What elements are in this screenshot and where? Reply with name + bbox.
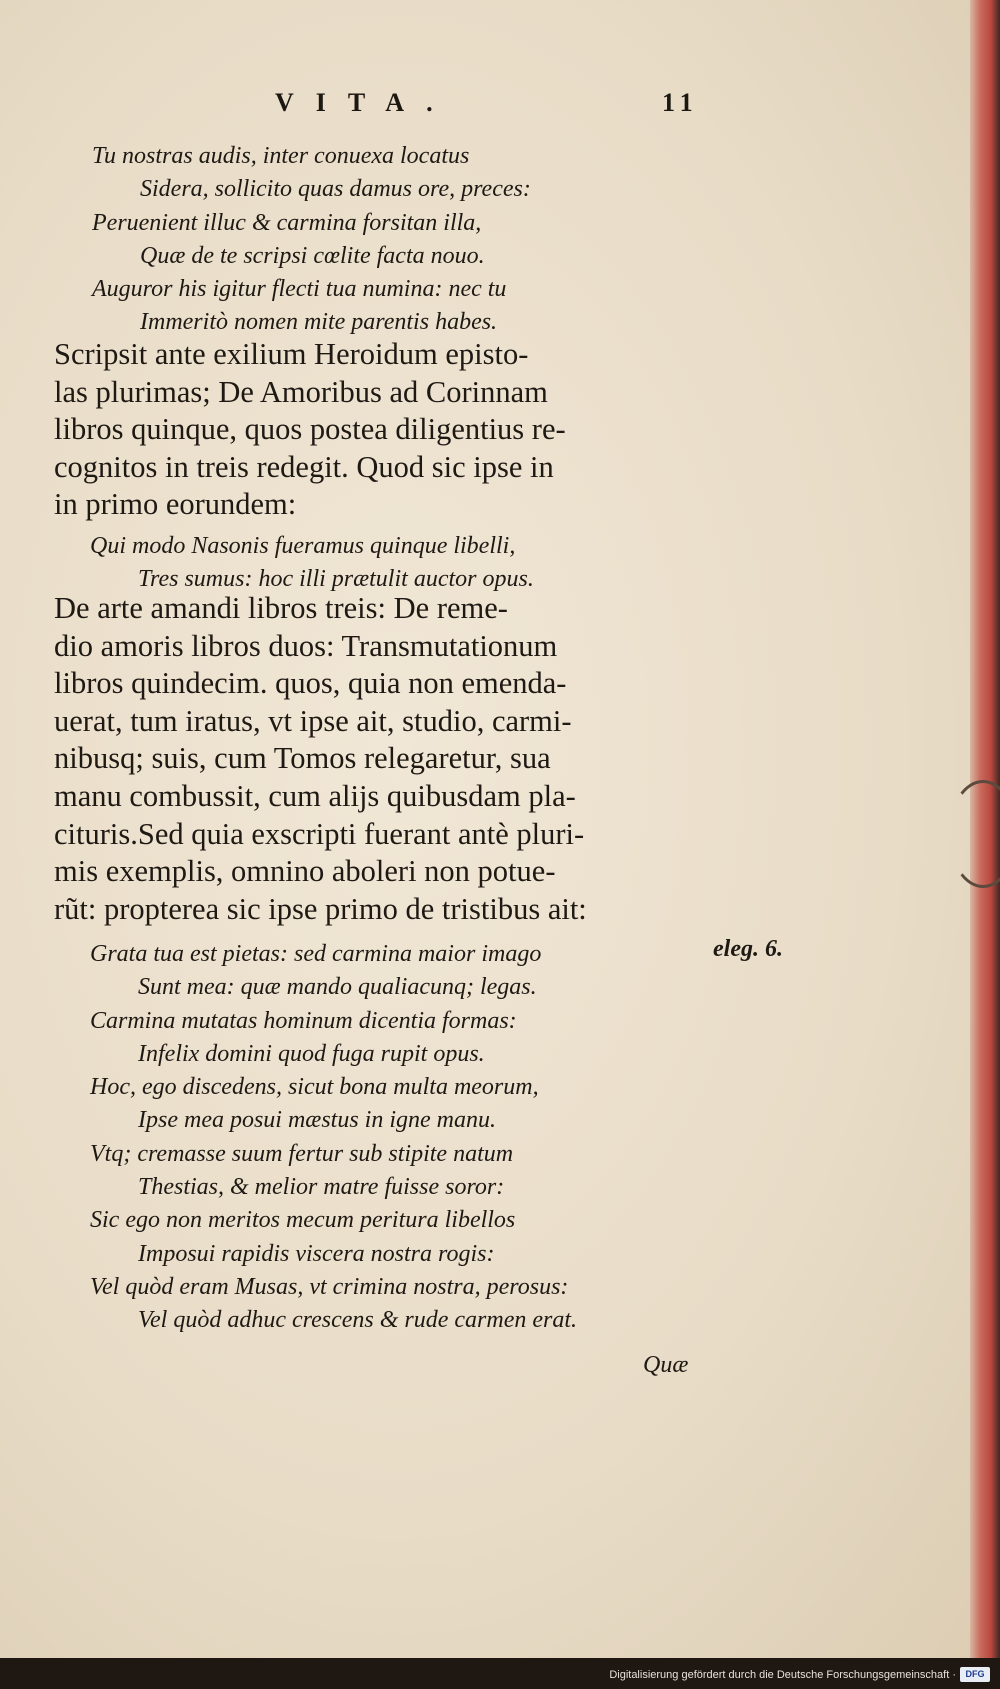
- verse-line: Qui modo Nasonis fueramus quinque libelli,: [90, 533, 516, 559]
- catchword: Quæ: [643, 1352, 689, 1378]
- verse-line: Vel quòd adhuc crescens & rude carmen erat.: [138, 1307, 578, 1334]
- prose-line: manu combussit, cum alijs quibusdam pla-: [54, 778, 576, 813]
- verse-line: Auguror his igitur flecti tua numina: nec tu: [92, 276, 507, 303]
- prose-line: De arte amandi libros treis: De reme-: [54, 591, 508, 625]
- verse-line: Tu nostras audis, inter conuexa locatus: [92, 143, 470, 169]
- verse-line: Peruenient illuc & carmina forsitan illa,: [92, 209, 482, 236]
- verse-line: Ipse mea posui mæstus in igne manu.: [138, 1107, 496, 1134]
- prose-paragraph-1: [54, 336, 566, 524]
- verse-line: Thestias, & melior matre fuisse soror:: [138, 1174, 505, 1201]
- prose-line: cituris.Sed quia exscripti fuerant antè pluri-: [54, 816, 585, 851]
- prose-line: in primo eorundem:: [54, 487, 297, 522]
- verse-line: Vel quòd eram Musas, vt crimina nostra, perosus:: [90, 1273, 569, 1300]
- prose-line: uerat, tum iratus, vt ipse ait, studio, carmi-: [54, 703, 572, 738]
- verse-block-3: [90, 938, 577, 1338]
- prose-line: cognitos in treis redegit. Quod sic ipse in: [54, 449, 554, 484]
- verse-line: Sunt mea: quæ mando qualiacunq; legas.: [138, 974, 537, 1001]
- margin-note: eleg. 6.: [713, 936, 783, 962]
- prose-line: mis exemplis, omnino aboleri non potue-: [54, 854, 556, 889]
- digitization-credit: Digitalisierung gefördert durch die Deutsche Forschungsgemeinschaft ·: [609, 1669, 956, 1681]
- prose-line: dio amoris libros duos: Transmutationum: [54, 628, 558, 663]
- prose-paragraph-2: [54, 590, 587, 928]
- prose-line: Scripsit ante exilium Heroidum episto-: [54, 337, 529, 371]
- verse-block-1: [92, 140, 531, 340]
- verse-line: Sic ego non meritos mecum peritura libellos: [90, 1207, 516, 1234]
- prose-line: las plurimas; De Amoribus ad Corinnam: [54, 374, 548, 409]
- page-number: 11: [662, 88, 699, 117]
- prose-line: nibusq; suis, cum Tomos relegaretur, sua: [54, 741, 551, 776]
- prose-line: libros quindecim. quos, quia non emenda-: [54, 666, 567, 701]
- verse-line: Imposui rapidis viscera nostra rogis:: [138, 1240, 495, 1267]
- verse-line: Infelix domini quod fuga rupit opus.: [138, 1040, 485, 1067]
- running-title: VITA.: [275, 88, 455, 117]
- verse-line: Sidera, sollicito quas damus ore, preces:: [140, 176, 531, 203]
- verse-line: Tres sumus: hoc illi prætulit auctor opus.: [138, 566, 534, 593]
- dfg-logo: DFG: [960, 1667, 990, 1682]
- page-header: [0, 88, 985, 128]
- verse-line: Vtq; cremasse suum fertur sub stipite natum: [90, 1140, 514, 1167]
- verse-line: Quæ de te scripsi cœlite facta nouo.: [140, 242, 485, 269]
- verse-line: Immeritò nomen mite parentis habes.: [140, 309, 498, 336]
- verse-line: Hoc, ego discedens, sicut bona multa meorum,: [90, 1074, 539, 1101]
- prose-line: rũt: propterea sic ipse primo de tristibus ait:: [54, 891, 587, 926]
- verse-line: Carmina mutatas hominum dicentia formas:: [90, 1007, 517, 1034]
- prose-line: libros quinque, quos postea diligentius re-: [54, 412, 566, 447]
- verse-block-2: [90, 530, 534, 597]
- verse-line: Grata tua est pietas: sed carmina maior imago: [90, 941, 542, 967]
